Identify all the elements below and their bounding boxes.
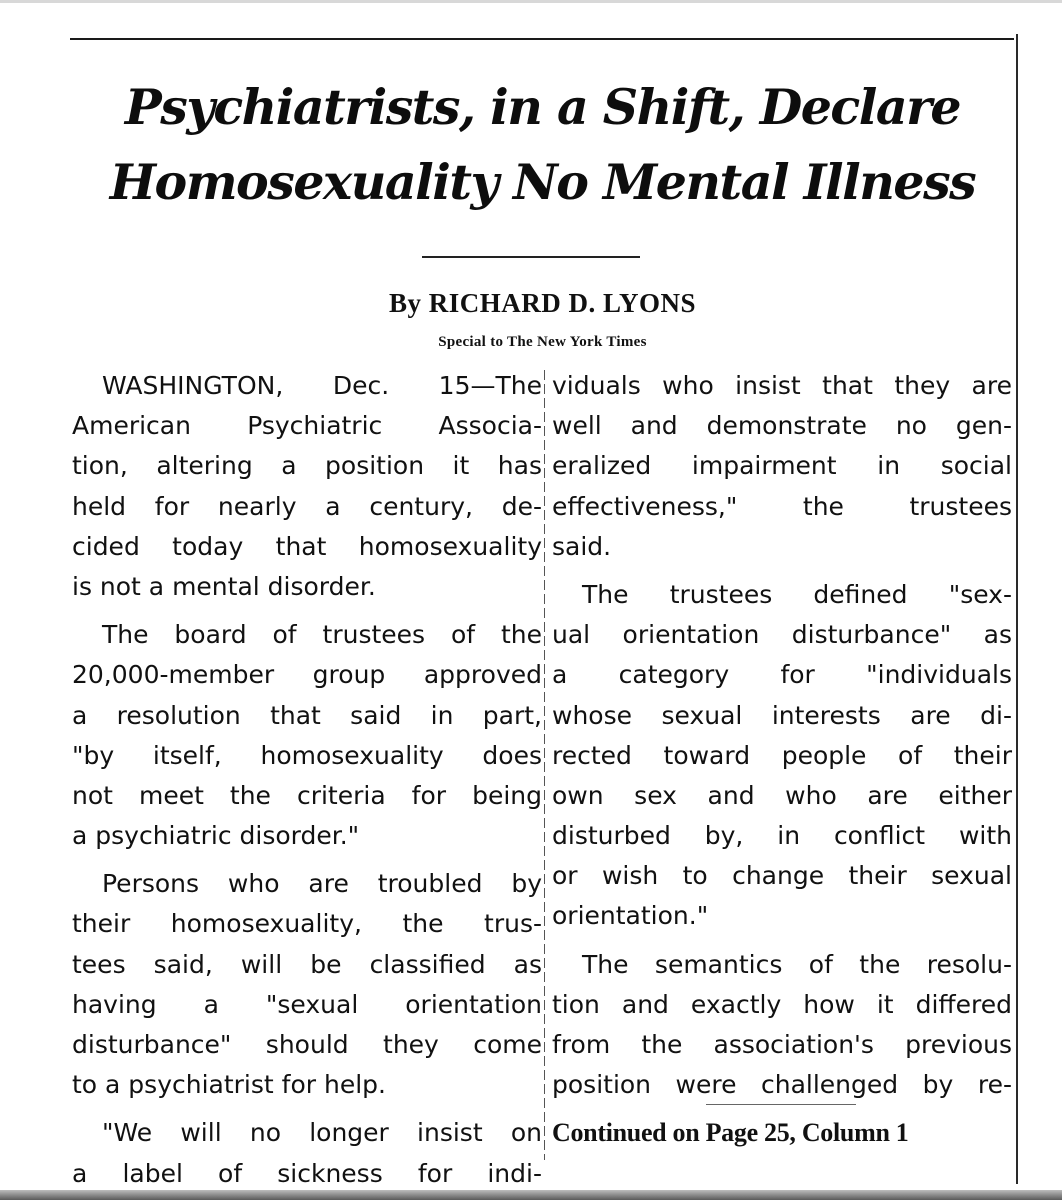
article-column-right [552, 366, 1012, 1105]
column-divider [544, 370, 545, 1160]
headline-line-1: Psychiatrists, in a Shift, Declare [124, 78, 961, 136]
text-line: a category for "individuals [552, 660, 1012, 690]
text-line: eralized impairment in social [552, 451, 1012, 481]
text-line: The board of trustees of the [102, 620, 542, 650]
credit-line: Special to The New York Times [438, 334, 647, 350]
text-line: rected toward people of their [552, 740, 1012, 770]
text-line: The semantics of the resolu- [582, 949, 1012, 979]
text-line: well and demonstrate no gen- [552, 411, 1012, 441]
text-line: ual orientation disturbance" as [552, 620, 1012, 650]
frame-top-edge [0, 0, 1062, 3]
text-line: tion and exactly how it differed [552, 989, 1012, 1019]
headline-line-2: Homosexuality No Mental Illness [109, 153, 976, 211]
article-column-left [72, 366, 542, 1194]
text-line: orientation." [552, 901, 709, 931]
text-line: a psychiatric disorder." [72, 821, 360, 851]
text-line: not meet the criteria for being [72, 780, 542, 810]
frame-bottom-edge [0, 1190, 1062, 1200]
text-line: Persons who are troubled by [102, 869, 542, 899]
text-line: disturbed by, in conflict with [552, 821, 1012, 851]
continuation-divider [706, 1104, 856, 1105]
text-line: disturbance" should they come [72, 1030, 542, 1059]
text-line: held for nearly a century, de- [72, 491, 542, 521]
headline-divider [422, 256, 640, 258]
text-line: The trustees defined "sex- [582, 579, 1012, 609]
headline [70, 70, 1015, 220]
clipping-top-rule [70, 38, 1014, 40]
text-line: own sex and who are either [552, 780, 1012, 810]
text-line: is not a mental disorder. [72, 571, 376, 601]
text-line: viduals who insist that they are [552, 371, 1012, 400]
byline: By RICHARD D. LYONS [388, 288, 697, 318]
text-line: to a psychiatrist for help. [72, 1070, 386, 1100]
text-line: effectiveness," the trustees [552, 491, 1012, 521]
continuation-note: Continued on Page 25, Column 1 [552, 1118, 909, 1147]
text-line: position were challenged by re- [552, 1070, 1012, 1100]
clipping-right-rule [1016, 34, 1018, 1184]
text-line: or wish to change their sexual [552, 861, 1012, 891]
text-line: tees said, will be classified as [72, 949, 542, 979]
text-line: whose sexual interests are di- [552, 700, 1012, 730]
text-line: said. [552, 531, 612, 561]
text-line: tion, altering a position it has [72, 451, 542, 481]
text-line: WASHINGTON, Dec. 15—The [102, 371, 542, 400]
text-line: from the association's previous [552, 1030, 1012, 1059]
text-line: having a "sexual orientation [72, 989, 542, 1019]
text-line: "by itself, homosexuality does [72, 740, 542, 770]
text-line: 20,000-member group approved [72, 660, 542, 690]
text-line: a resolution that said in part, [72, 700, 542, 730]
text-line: American Psychiatric Associa- [72, 411, 542, 441]
text-line: a label of sickness for indi- [72, 1158, 542, 1188]
text-line: cided today that homosexuality [72, 531, 542, 561]
text-line: "We will no longer insist on [102, 1118, 542, 1148]
text-line: their homosexuality, the trus- [72, 909, 542, 939]
